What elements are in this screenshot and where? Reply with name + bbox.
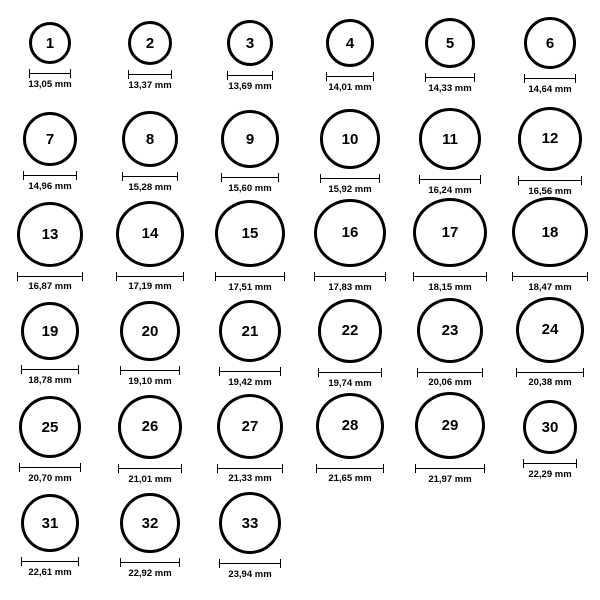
measure-bar xyxy=(413,276,487,277)
diameter-value-label: 18,47 mm xyxy=(528,281,572,293)
ring-circle xyxy=(23,112,77,166)
ring-circle xyxy=(219,300,281,362)
ring-circle xyxy=(215,200,285,267)
diameter-measure-line xyxy=(221,173,279,182)
measure-bar xyxy=(523,463,577,464)
diameter-value-label: 20,06 mm xyxy=(428,377,472,389)
measure-bar xyxy=(415,468,485,469)
ring-circle xyxy=(17,202,83,267)
ring-circle xyxy=(419,108,481,170)
measure-bar xyxy=(219,371,281,372)
diameter-value-label: 15,60 mm xyxy=(228,183,272,194)
ring-size-cell xyxy=(0,388,100,484)
ring-size-cell xyxy=(200,196,300,292)
measure-bar xyxy=(221,177,279,178)
measure-bar xyxy=(21,369,79,370)
ring-size-cell xyxy=(100,4,200,100)
diameter-measure-line xyxy=(227,71,273,80)
diameter-measure-line xyxy=(23,171,77,180)
diameter-value-label: 15,92 mm xyxy=(328,184,372,195)
measure-bar xyxy=(118,468,182,469)
diameter-value-label: 22,61 mm xyxy=(28,567,72,578)
diameter-measure-line xyxy=(116,272,184,281)
ring-size-label: 24 xyxy=(541,321,559,339)
measure-bar xyxy=(128,74,172,75)
ring-size-label: 33 xyxy=(241,514,259,532)
ring-size-cell xyxy=(500,388,600,484)
ring-size-cell xyxy=(500,4,600,100)
ring-size-label: 27 xyxy=(241,417,259,435)
ring-size-cell xyxy=(400,388,500,484)
diameter-measure-line xyxy=(120,366,180,375)
ring-size-label: 23 xyxy=(441,321,459,339)
ring-circle xyxy=(116,201,184,267)
ring-size-cell xyxy=(100,100,200,196)
ring-circle xyxy=(326,19,374,67)
ring-circle xyxy=(120,493,180,553)
ring-circle xyxy=(415,392,485,459)
ring-size-label: 8 xyxy=(145,130,155,148)
ring-size-label: 14 xyxy=(141,225,159,243)
diameter-measure-line xyxy=(122,172,178,181)
ring-circle xyxy=(120,301,180,361)
measure-bar xyxy=(320,178,380,179)
ring-circle xyxy=(425,18,475,68)
diameter-value-label: 17,83 mm xyxy=(328,281,372,293)
diameter-value-label: 16,87 mm xyxy=(28,281,72,293)
measure-bar xyxy=(524,78,576,79)
diameter-measure-line xyxy=(21,557,79,566)
ring-size-label: 17 xyxy=(441,223,459,241)
diameter-value-label: 19,10 mm xyxy=(128,376,172,387)
ring-circle xyxy=(217,394,283,459)
diameter-value-label: 17,19 mm xyxy=(128,281,172,293)
diameter-measure-line xyxy=(128,70,172,79)
ring-circle xyxy=(314,199,386,267)
ring-circle xyxy=(128,21,172,65)
measure-bar xyxy=(227,75,273,76)
ring-circle xyxy=(524,17,576,69)
measure-bar xyxy=(120,370,180,371)
measure-bar xyxy=(425,77,475,78)
ring-size-cell xyxy=(400,292,500,388)
diameter-measure-line xyxy=(21,365,79,374)
ring-size-cell xyxy=(500,292,600,388)
ring-size-cell xyxy=(100,196,200,292)
diameter-measure-line xyxy=(320,174,380,183)
diameter-measure-line xyxy=(19,463,81,472)
diameter-value-label: 17,51 mm xyxy=(228,281,272,293)
diameter-value-label: 21,65 mm xyxy=(328,473,372,485)
diameter-measure-line xyxy=(415,464,485,473)
measure-bar xyxy=(314,276,386,277)
ring-size-label: 3 xyxy=(245,34,255,52)
ring-size-label: 12 xyxy=(541,130,559,148)
ring-circle xyxy=(316,393,384,459)
measure-bar xyxy=(419,179,481,180)
measure-bar xyxy=(217,468,283,469)
diameter-value-label: 14,64 mm xyxy=(528,84,572,95)
diameter-value-label: 20,38 mm xyxy=(528,377,572,389)
ring-circle xyxy=(417,298,483,363)
ring-size-cell xyxy=(500,196,600,292)
ring-size-label: 1 xyxy=(45,34,55,52)
ring-size-cell xyxy=(0,292,100,388)
measure-bar xyxy=(29,73,71,74)
diameter-value-label: 22,29 mm xyxy=(528,469,572,480)
ring-circle xyxy=(512,197,588,267)
ring-size-label: 4 xyxy=(345,34,355,52)
ring-size-cell xyxy=(100,292,200,388)
ring-circle xyxy=(320,109,380,169)
measure-bar xyxy=(518,180,582,181)
ring-circle xyxy=(29,22,71,64)
diameter-value-label: 13,69 mm xyxy=(228,81,272,92)
diameter-value-label: 19,42 mm xyxy=(228,377,272,388)
ring-size-cell xyxy=(200,388,300,484)
ring-size-cell xyxy=(0,484,100,580)
measure-bar xyxy=(215,276,285,277)
diameter-measure-line xyxy=(17,272,83,281)
ring-size-cell xyxy=(300,100,400,196)
ring-circle xyxy=(19,396,81,458)
measure-bar xyxy=(19,467,81,468)
ring-size-label: 9 xyxy=(245,130,255,148)
diameter-measure-line xyxy=(217,464,283,473)
measure-bar xyxy=(516,372,584,373)
ring-size-label: 32 xyxy=(141,514,159,532)
ring-size-cell xyxy=(200,484,300,580)
ring-circle xyxy=(118,395,182,459)
measure-bar xyxy=(116,276,184,277)
ring-size-label: 21 xyxy=(241,322,259,340)
diameter-measure-line xyxy=(524,74,576,83)
ring-circle xyxy=(413,198,487,267)
diameter-value-label: 16,56 mm xyxy=(528,185,572,197)
diameter-value-label: 15,28 mm xyxy=(128,182,172,193)
ring-size-cell xyxy=(0,100,100,196)
ring-size-label: 5 xyxy=(445,34,455,52)
ring-size-label: 30 xyxy=(541,418,559,436)
ring-size-label: 2 xyxy=(145,34,155,52)
ring-size-cell xyxy=(400,196,500,292)
measure-bar xyxy=(512,276,588,277)
diameter-measure-line xyxy=(314,272,386,280)
diameter-measure-line xyxy=(512,272,588,280)
measure-bar xyxy=(17,276,83,277)
measure-bar xyxy=(122,176,178,177)
ring-circle xyxy=(227,20,273,66)
diameter-value-label: 14,96 mm xyxy=(28,181,72,192)
diameter-value-label: 20,70 mm xyxy=(28,473,72,484)
diameter-value-label: 23,94 mm xyxy=(228,569,272,580)
diameter-measure-line xyxy=(518,176,582,185)
ring-size-label: 6 xyxy=(545,34,555,52)
ring-circle xyxy=(21,494,79,552)
ring-size-label: 11 xyxy=(442,130,458,148)
diameter-value-label: 21,97 mm xyxy=(428,473,472,485)
measure-bar xyxy=(318,372,382,373)
diameter-measure-line xyxy=(120,558,180,567)
ring-size-cell xyxy=(400,4,500,100)
diameter-value-label: 19,74 mm xyxy=(328,377,372,389)
diameter-measure-line xyxy=(425,73,475,82)
ring-size-cell xyxy=(500,100,600,196)
ring-size-cell xyxy=(200,100,300,196)
diameter-value-label: 18,15 mm xyxy=(428,281,472,293)
ring-size-cell xyxy=(0,4,100,100)
diameter-measure-line xyxy=(318,368,382,377)
ring-size-cell xyxy=(300,388,400,484)
diameter-measure-line xyxy=(316,464,384,473)
ring-size-cell xyxy=(300,292,400,388)
diameter-value-label: 18,78 mm xyxy=(28,375,72,386)
ring-circle xyxy=(221,110,279,168)
diameter-measure-line xyxy=(219,559,281,568)
measure-bar xyxy=(219,563,281,564)
ring-size-cell xyxy=(300,196,400,292)
ring-size-label: 7 xyxy=(45,130,55,148)
ring-size-label: 28 xyxy=(341,417,359,435)
measure-bar xyxy=(326,76,374,77)
diameter-measure-line xyxy=(417,368,483,377)
diameter-measure-line xyxy=(419,175,481,184)
ring-size-label: 18 xyxy=(541,223,559,241)
ring-size-label: 13 xyxy=(41,225,59,243)
diameter-value-label: 13,37 mm xyxy=(128,80,172,91)
ring-size-cell xyxy=(300,4,400,100)
diameter-measure-line xyxy=(215,272,285,281)
diameter-measure-line xyxy=(413,272,487,280)
ring-circle xyxy=(21,302,79,360)
measure-bar xyxy=(23,175,77,176)
ring-size-label: 26 xyxy=(141,418,159,436)
ring-size-label: 10 xyxy=(341,130,359,148)
diameter-value-label: 21,33 mm xyxy=(228,473,272,485)
measure-bar xyxy=(21,561,79,562)
ring-circle xyxy=(516,297,584,363)
ring-size-cell xyxy=(100,388,200,484)
ring-size-label: 16 xyxy=(341,224,359,242)
ring-size-label: 19 xyxy=(41,322,59,340)
diameter-measure-line xyxy=(118,464,182,473)
diameter-value-label: 13,05 mm xyxy=(28,79,72,90)
ring-size-label: 15 xyxy=(241,224,259,242)
ring-circle xyxy=(318,299,382,363)
ring-size-label: 29 xyxy=(441,416,459,434)
diameter-measure-line xyxy=(516,368,584,377)
ring-size-cell xyxy=(0,196,100,292)
measure-bar xyxy=(417,372,483,373)
diameter-value-label: 21,01 mm xyxy=(128,473,172,485)
ring-size-cell xyxy=(200,292,300,388)
ring-circle xyxy=(518,107,582,171)
diameter-value-label: 14,01 mm xyxy=(328,82,372,93)
diameter-value-label: 16,24 mm xyxy=(428,185,472,196)
diameter-value-label: 14,33 mm xyxy=(428,83,472,94)
ring-size-cell xyxy=(200,4,300,100)
ring-size-label: 31 xyxy=(41,514,59,532)
diameter-measure-line xyxy=(29,69,71,78)
ring-size-cell xyxy=(400,100,500,196)
measure-bar xyxy=(316,468,384,469)
ring-circle xyxy=(122,111,178,167)
ring-size-label: 22 xyxy=(341,322,359,340)
diameter-measure-line xyxy=(523,459,577,468)
ring-size-label: 25 xyxy=(41,418,59,436)
ring-circle xyxy=(219,492,281,554)
diameter-measure-line xyxy=(326,72,374,81)
ring-circle xyxy=(523,400,577,454)
measure-bar xyxy=(120,562,180,563)
ring-size-label: 20 xyxy=(141,322,159,340)
ring-size-cell xyxy=(100,484,200,580)
diameter-value-label: 22,92 mm xyxy=(128,568,172,579)
diameter-measure-line xyxy=(219,367,281,376)
